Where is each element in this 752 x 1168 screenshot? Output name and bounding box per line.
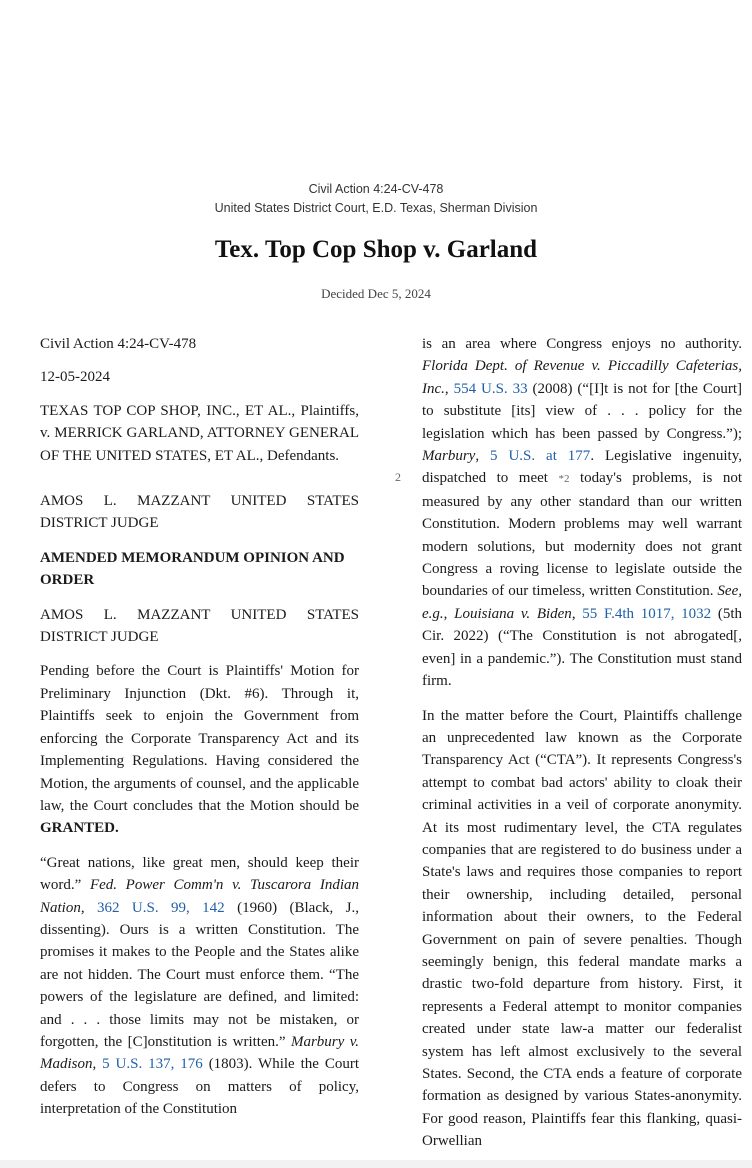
date-line: 12-05-2024 (40, 369, 110, 386)
paragraph-great-nations (40, 852, 359, 1121)
see-eg-signal: See, e.g. (422, 583, 742, 622)
paragraph-text: (2008) (“[I]t is not for [the Court] to substitute [its] view of . . . policy for the legislation which has been passed by Congress.”); (422, 380, 742, 442)
paragraph-motion (40, 660, 359, 839)
case-name-marbury-short: Marbury (422, 448, 476, 465)
citation-link-5-us-137[interactable]: 5 U.S. 137, 176 (102, 1056, 203, 1073)
comma: , (443, 605, 448, 622)
comma: , (80, 899, 85, 916)
citation-link-362-us-99[interactable]: 362 U.S. 99, 142 (97, 899, 225, 916)
case-name-piccadilly: Florida Dept. of Revenue v. Piccadilly Cafeterias, Inc. (422, 358, 742, 397)
granted-text: GRANTED. (40, 820, 119, 837)
motion-text: Pending before the Court is Plaintiffs' Motion for Preliminary Injunction (Dkt. #6). Through it, Plaintiffs seek to enjoin the Government from enforcing the Corporate Transparency Act and its Implementing Regulations. Having considered the Motion, the arguments of counsel, and the applicable law, the Court concludes that the Motion should be (40, 663, 359, 814)
judge-line-1: AMOS L. MAZZANT UNITED STATES DISTRICT JUDGE (40, 493, 359, 532)
case-name-marbury: Marbury v. Madison (40, 1033, 360, 1073)
page-marker: 2 (395, 470, 401, 484)
case-name-tuscarora: Fed. Power Comm'n v. Tuscarora Indian Nation (40, 877, 360, 916)
judge-line-2: AMOS L. MAZZANT UNITED STATES DISTRICT JUDGE (40, 606, 359, 646)
right-column (422, 333, 742, 1165)
star-page-marker: *2 (558, 473, 570, 486)
paragraph-text-end: (1803). While the Court defers to Congress on matters of policy, interpretation of the Constitution (40, 1056, 359, 1118)
decided-date: Decided Dec 5, 2024 (321, 286, 431, 301)
case-name-louisiana: Louisiana v. Biden (454, 605, 572, 622)
order-title: AMENDED MEMORANDUM OPINION AND ORDER (40, 549, 345, 589)
case-title: Tex. Top Cop Shop v. Garland (214, 236, 538, 263)
citation-link-5-us-177[interactable]: 5 U.S. at 177 (490, 448, 591, 465)
civil-action-line: Civil Action 4:24-CV-478 (40, 336, 197, 352)
paragraph-text: . Legislative ingenuity, dispatched to meet (422, 448, 743, 487)
paragraph-text: today's problems, is not measured by any other standard than our written Constitution. Modern problems may well warrant modern solutions, but modernity does not grant Congress a roving license to legislate outside the boundaries of our timeless, written Constitution. (422, 470, 743, 600)
comma: , (92, 1056, 97, 1073)
quote-text: “Great nations, like great men, should keep their word.” (40, 854, 359, 894)
paragraph-cta: In the matter before the Court, Plaintiffs challenge an unprecedented law known as the Corporate Transparency Act (“CTA”). It represents Congress's attempt to combat bad actors' ability to cloak their criminal activities in a veil of corporate anonymity. At its most rudimentary level, the CTA regulates companies that are registered to do business under a State's laws and requires those companies to report their ownership, including detailed, personal information about their owners, to the Federal Government on pain of severe penalties. Though seemingly benign, this federal mandate marks a drastic two-fold departure from history. First, it represents a Federal attempt to monitor companies created under state law-a matter our federalist system has left almost exclusively to the several States. Second, the CTA ends a feature of corporate formation as designed by various States-anonymity. For good reason, Plaintiffs fear this flanking, quasi-Orwellian (422, 707, 742, 1150)
paragraph-text: (1960) (Black, J., dissenting). Ours is a written Constitution. The promises it makes to the People and the States alike are not hidden. The Court must enforce them. “The powers of the legislature are defined, and limited: and . . . those limits may not be mistaken, or forgotten, the [C]onstitution is written.” (40, 899, 360, 1050)
parties-caption: TEXAS TOP COP SHOP, INC., ET AL., Plaintiffs, v. MERRICK GARLAND, ATTORNEY GENERAL OF THE UNITED STATES, ET AL., Defendants. (40, 402, 359, 464)
citation-link-554-us-33[interactable]: 554 U.S. 33 (453, 380, 528, 397)
page-bottom-edge (0, 1160, 752, 1168)
header-court: United States District Court, E.D. Texas, Sherman Division (214, 201, 538, 215)
comma: , (475, 448, 480, 465)
paragraph-congress-authority (422, 333, 742, 693)
comma: , (444, 380, 449, 397)
citation-link-55-f4th-1017[interactable]: 55 F.4th 1017, 1032 (582, 605, 712, 622)
comma: , (571, 605, 576, 622)
left-column (40, 333, 359, 1133)
paragraph-text: (5th Cir. 2022) (“The Constitution is not abrogated[, even] in a pandemic.”). The Constitution must stand firm. (422, 605, 743, 690)
paragraph-text: is an area where Congress enjoys no authority. (422, 336, 742, 352)
header-civil-action: Civil Action 4:24-CV-478 (308, 182, 444, 196)
